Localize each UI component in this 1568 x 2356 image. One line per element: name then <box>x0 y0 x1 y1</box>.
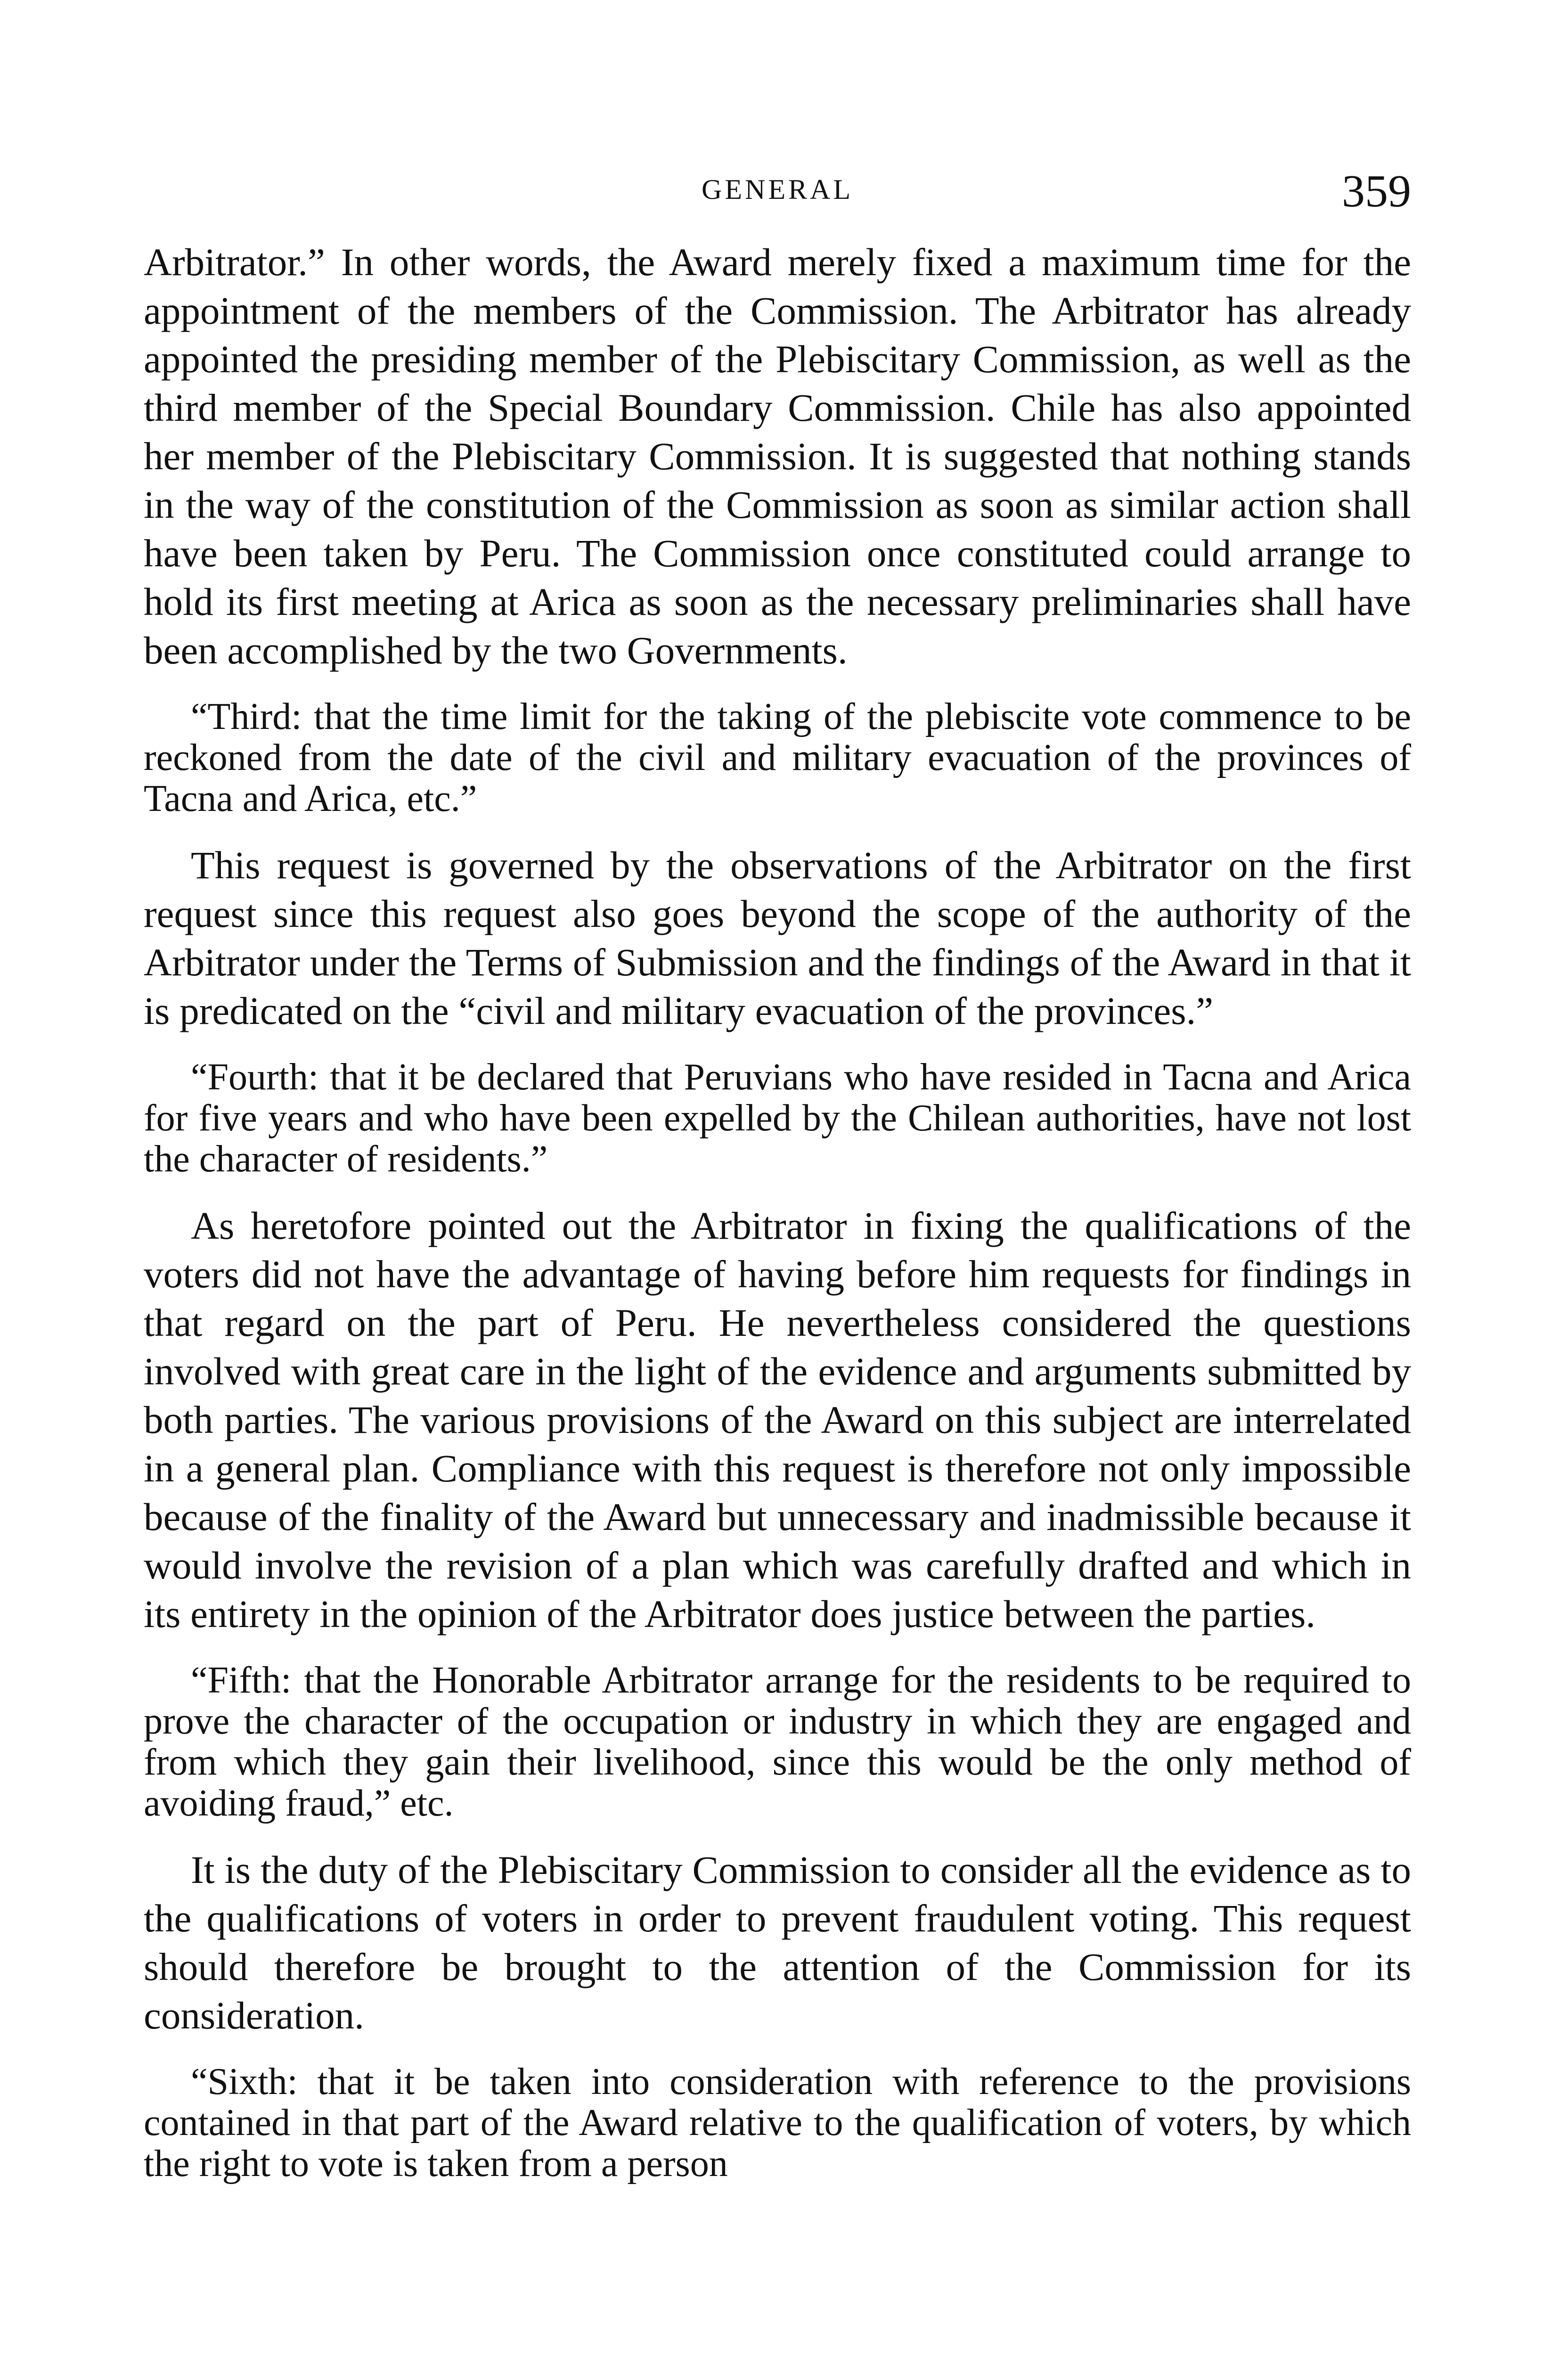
quoted-request-sixth: “Sixth: that it be taken into consideration with reference to the provisions contained in that part of the Award relative to the qualification of voters, by which the right to vote is taken from a person <box>144 2061 1411 2184</box>
quoted-request-third: “Third: that the time limit for the taking of the plebiscite vote commence to be reckoned from the date of the civil and military evacuation of the provinces of Tacna and Arica, etc.” <box>144 696 1411 819</box>
running-head <box>144 165 1411 221</box>
paragraph-response-third: This request is governed by the observations of the Arbitrator on the first request since this request also goes beyond the scope of the authority of the Arbitrator under the Terms of Submission and the findings of the Award in that it is predicated on the “civil and military evacuation of the provinces.” <box>144 843 1411 1032</box>
running-head-title: GENERAL <box>702 174 853 205</box>
quoted-request-fourth: “Fourth: that it be declared that Peruvians who have resided in Tacna and Arica for five years and who have been expelled by the Chilean authorities, have not lost the character of residents.” <box>144 1056 1411 1180</box>
quoted-request-fifth: “Fifth: that the Honorable Arbitrator arrange for the residents to be required to prove the character of the occupation or industry in which they are engaged and from which they gain their livelihood, since this would be the only method of avoiding fraud,” etc. <box>144 1660 1411 1824</box>
body-text <box>144 238 1411 2184</box>
paragraph-response-fifth: It is the duty of the Plebiscitary Commission to consider all the evidence as to the qualifications of voters in order to prevent fraudulent voting. This request should therefore be brought to the attention of the Commission for its consideration. <box>144 1848 1411 2037</box>
paragraph-continuation: Arbitrator.” In other words, the Award merely fixed a maximum time for the appointment of the members of the Commission. The Arbitrator has already appointed the presiding member of the Plebiscitary Commission, as well as the third member of the Special Boundary Commission. Chile has also appointed her member of the Plebiscitary Commission. It is suggested that nothing stands in the way of the constitution of the Commission as soon as similar action shall have been taken by Peru. The Commission once constituted could arrange to hold its first meeting at Arica as soon as the necessary preliminaries shall have been accomplished by the two Governments. <box>144 240 1411 672</box>
paragraph-response-fourth: As heretofore pointed out the Arbitrator in fixing the qualifications of the voters did not have the advantage of having before him requests for findings in that regard on the part of Peru. He nevertheless considered the questions involved with great care in the light of the evidence and arguments submitted by both parties. The various provisions of the Award on this subject are interrelated in a general plan. Compliance with this request is therefore not only impossible because of the finality of the Award but unnecessary and inadmissible because it would involve the revision of a plan which was carefully drafted and which in its entirety in the opinion of the Arbitrator does justice between the parties. <box>144 1204 1411 1636</box>
page-number: 359 <box>1342 166 1411 217</box>
